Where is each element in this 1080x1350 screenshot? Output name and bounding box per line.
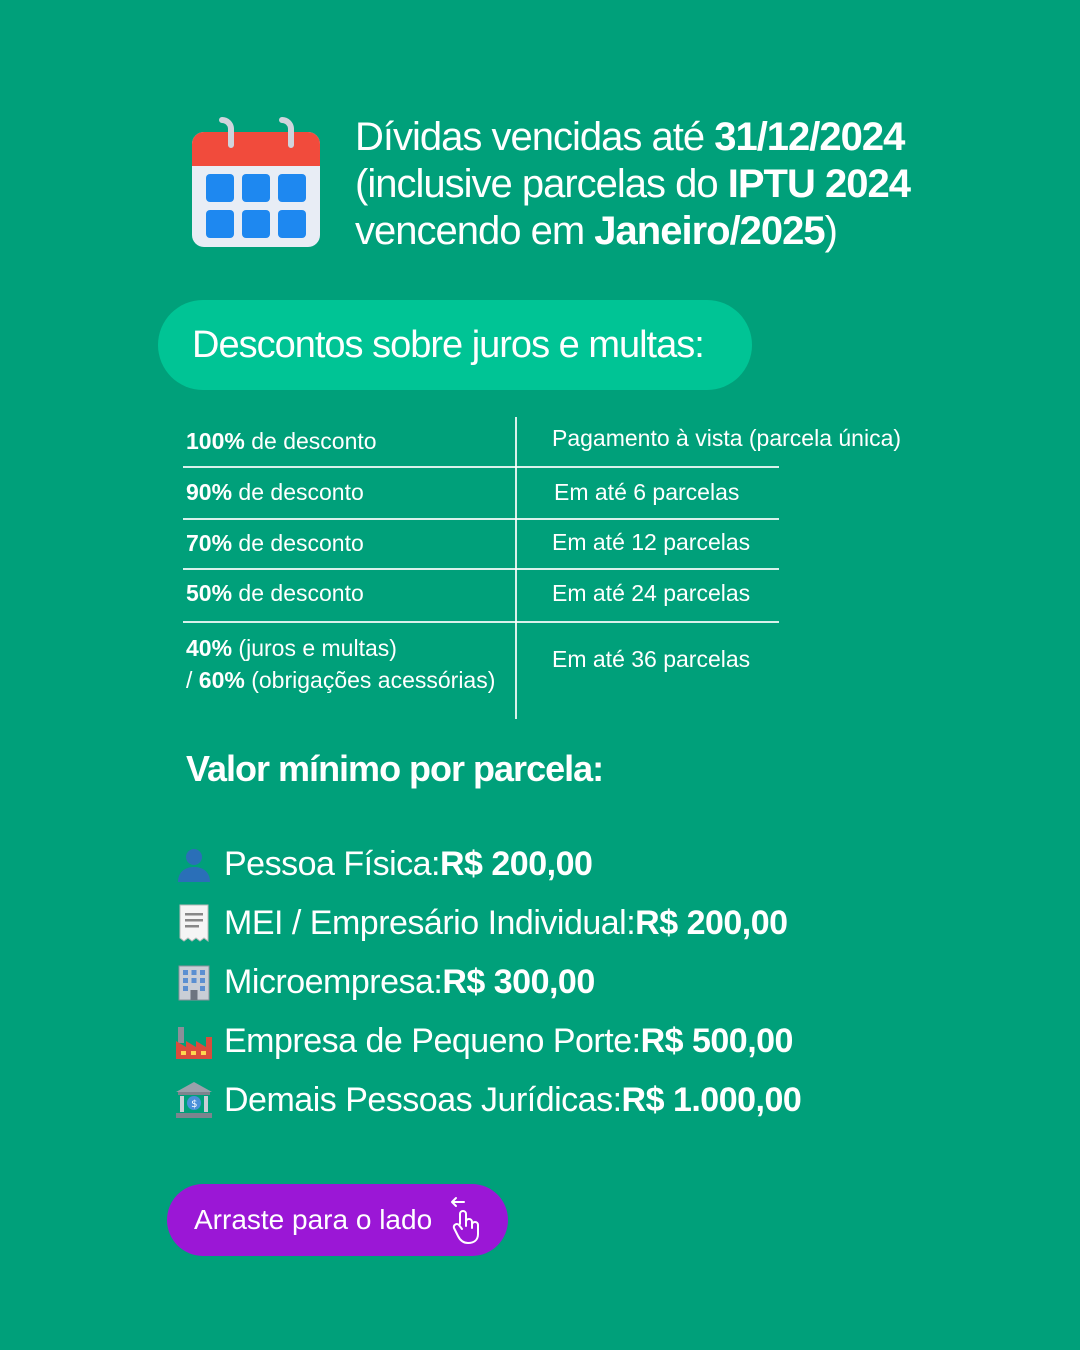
- table-row-installments: Em até 12 parcelas: [552, 529, 751, 555]
- table-divider: [183, 621, 779, 623]
- table-row-installments: Pagamento à vista (parcela única): [552, 425, 902, 451]
- table-row-installments: Em até 6 parcelas: [554, 479, 740, 505]
- table-divider: [183, 568, 779, 570]
- discount-title-pill: [158, 300, 752, 390]
- price-row-mei: MEI / Empresário Individual: R$ 200,00: [174, 900, 788, 946]
- person-icon: [174, 844, 214, 884]
- factory-icon: [174, 1021, 214, 1061]
- price-row-pessoa-fisica: Pessoa Física: R$ 200,00: [174, 841, 592, 887]
- svg-text:$: $: [191, 1099, 197, 1110]
- table-row-discount: 90% de desconto: [186, 479, 364, 505]
- price-row-demais-pj: $ Demais Pessoas Jurídicas: R$ 1.000,00: [174, 1077, 801, 1123]
- table-divider: [183, 518, 779, 520]
- swipe-button[interactable]: [167, 1184, 508, 1256]
- swipe-label: Arraste para o lado: [194, 1204, 433, 1235]
- discount-title: Descontos sobre juros e multas:: [192, 323, 704, 366]
- table-divider: [183, 466, 779, 468]
- table-row-discount: 40% (juros e multas) / 60% (obrigações acessórias): [186, 635, 496, 693]
- deadline-date: 31/12/2024: [714, 115, 905, 159]
- header-text: [355, 114, 1055, 255]
- bank-icon: [174, 1080, 214, 1120]
- calendar-icon: [186, 112, 326, 252]
- swipe-hand-icon: [448, 1196, 482, 1244]
- price-row-epp: Empresa de Pequeno Porte: R$ 500,00: [174, 1018, 793, 1064]
- table-row-discount: 50% de desconto: [186, 580, 364, 606]
- price-row-microempresa: Microempresa: R$ 300,00: [174, 959, 595, 1005]
- table-row-installments: Em até 36 parcelas: [552, 646, 751, 672]
- minimum-value-title: Valor mínimo por parcela:: [186, 748, 604, 789]
- header-line-1: Dívidas vencidas até 31/12/2024: [355, 115, 905, 159]
- header-line-2: (inclusive parcelas do IPTU 2024: [355, 162, 910, 206]
- header-line-3: vencendo em Janeiro/2025): [355, 209, 837, 253]
- receipt-icon: [174, 903, 214, 943]
- table-row-discount: 100% de desconto: [186, 428, 377, 454]
- table-row-installments: Em até 24 parcelas: [552, 580, 751, 606]
- table-row-discount: 70% de desconto: [186, 530, 364, 556]
- office-building-icon: [174, 962, 214, 1002]
